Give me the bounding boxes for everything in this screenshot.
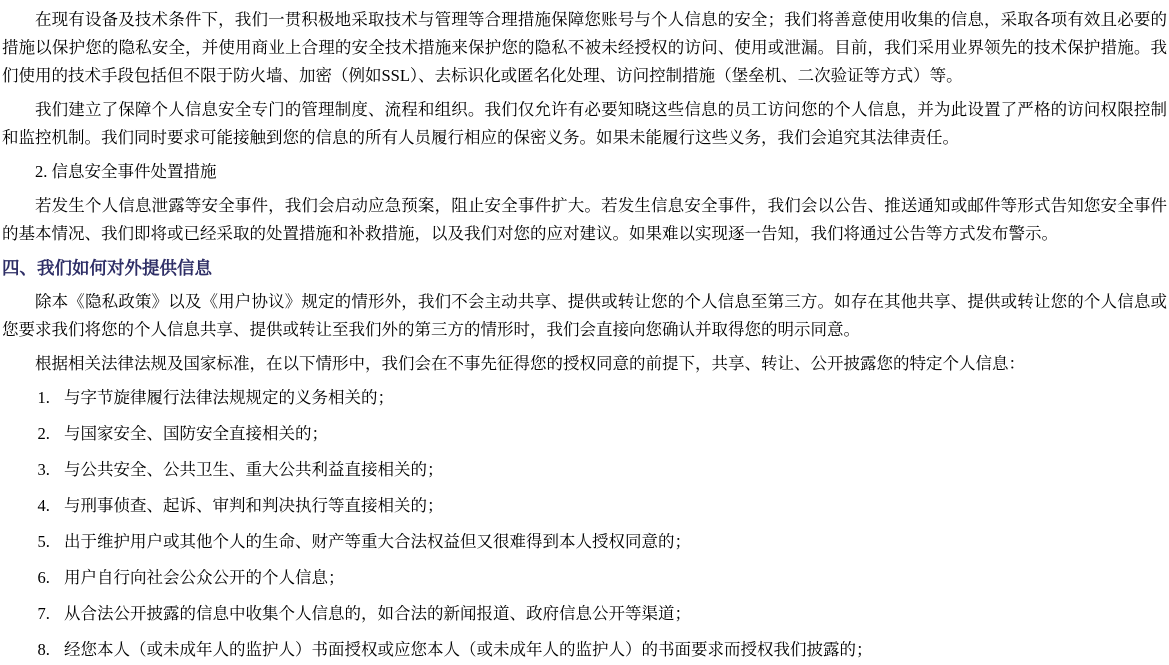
- exception-list-item-7: 7. 从合法公开披露的信息中收集个人信息的，如合法的新闻报道、政府信息公开等渠道；: [54, 600, 1167, 628]
- exception-list-item-8: 8. 经您本人（或未成年人的监护人）书面授权或应您本人（或未成年人的监护人）的书面要求而授权我们披露的；: [54, 636, 1167, 664]
- paragraph-security-measures: 在现有设备及技术条件下，我们一贯积极地采取技术与管理等合理措施保障您账号与个人信息的安全；我们将善意使用收集的信息，采取各项有效且必要的措施以保护您的隐私安全，并使用商业上合理的安全技术措施来保护您的隐私不被未经授权的访问、使用或泄漏。目前，我们采用业界领先的技术保护措施。我们使用的技术手段包括但不限于防火墙、加密（例如SSL）、去标识化或匿名化处理、访问控制措施（堡垒机、二次验证等方式）等。: [2, 10, 1167, 85]
- exception-list-item-2: 2. 与国家安全、国防安全直接相关的；: [54, 420, 1167, 448]
- section-heading-external-disclosure: 四、我们如何对外提供信息: [2, 258, 212, 278]
- exception-list-item-3: 3. 与公共安全、公共卫生、重大公共利益直接相关的；: [54, 456, 1167, 484]
- exception-list-item-4: 4. 与刑事侦查、起诉、审判和判决执行等直接相关的；: [54, 492, 1167, 520]
- exception-list-item-1: 1. 与字节旋律履行法律法规规定的义务相关的；: [54, 384, 1167, 412]
- paragraph-incident-response: 若发生个人信息泄露等安全事件，我们会启动应急预案，阻止安全事件扩大。若发生信息安全事件，我们会以公告、推送通知或邮件等形式告知您安全事件的基本情况、我们即将或已经采取的处置措施和补救措施，以及我们对您的应对建议。如果难以实现逐一告知，我们将通过公告等方式发布警示。: [2, 196, 1167, 243]
- paragraph-no-active-sharing: 除本《隐私政策》以及《用户协议》规定的情形外，我们不会主动共享、提供或转让您的个人信息至第三方。如存在其他共享、提供或转让您的个人信息或您要求我们将您的个人信息共享、提供或转让至我们外的第三方的情形时，我们会直接向您确认并取得您的明示同意。: [2, 292, 1167, 339]
- exception-list-item-6: 6. 用户自行向社会公众公开的个人信息；: [54, 564, 1167, 592]
- paragraph-management-system: 我们建立了保障个人信息安全专门的管理制度、流程和组织。我们仅允许有必要知晓这些信息的员工访问您的个人信息，并为此设置了严格的访问权限控制和监控机制。我们同时要求可能接触到您的信息的所有人员履行相应的保密义务。如果未能履行这些义务，我们会追究其法律责任。: [2, 100, 1167, 147]
- subheading-incident-response: 2. 信息安全事件处置措施: [35, 162, 217, 181]
- exception-list-item-5: 5. 出于维护用户或其他个人的生命、财产等重大合法权益但又很难得到本人授权同意的；: [54, 528, 1167, 556]
- paragraph-exceptions-intro: 根据相关法律法规及国家标准，在以下情形中，我们会在不事先征得您的授权同意的前提下，共享、转让、公开披露您的特定个人信息：: [35, 354, 1025, 373]
- exception-list: [2, 384, 1167, 664]
